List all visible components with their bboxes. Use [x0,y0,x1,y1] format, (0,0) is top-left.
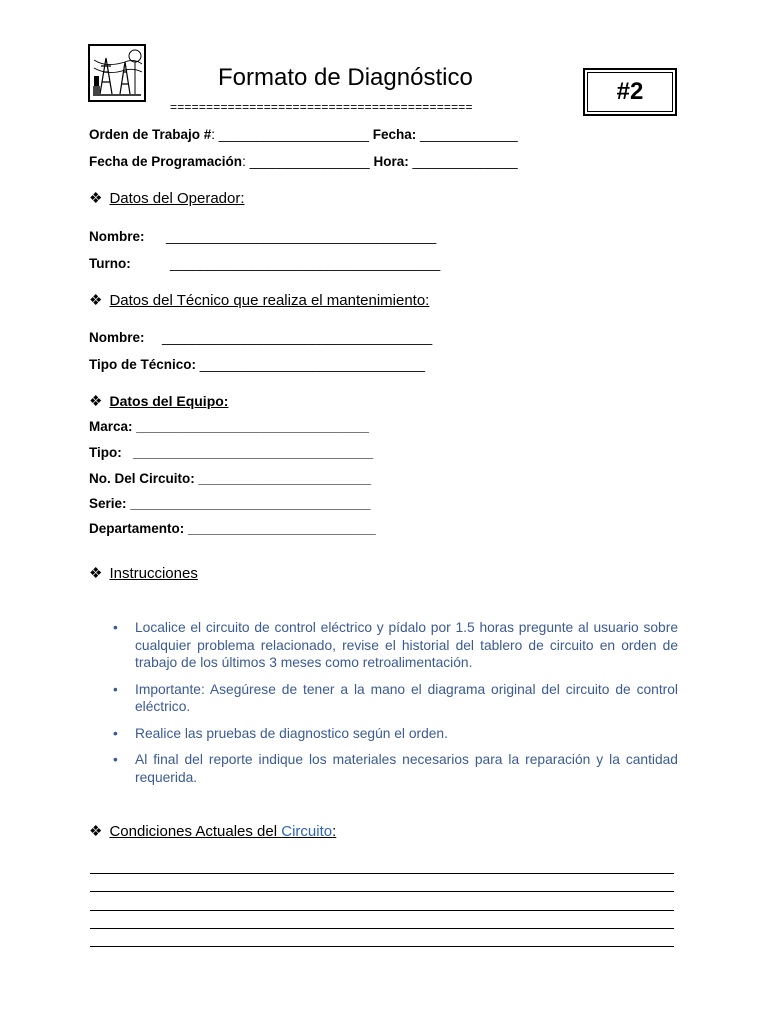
power-lines-icon [90,46,144,100]
write-line[interactable] [90,929,674,947]
technician-type-field[interactable]: ______________________________ [199,357,426,372]
instructions-section-heading [89,564,198,582]
title-separator: ========================================== [170,100,473,114]
diamond-bullet-icon: ❖ [89,190,103,207]
bullet-icon: • [113,681,118,697]
technician-type-label: Tipo de Técnico: [89,357,200,372]
equipment-department-field[interactable]: Departamento: _________________________ [89,521,376,536]
equipment-brand-field[interactable]: Marca: _______________________________ [89,419,370,434]
bullet-icon: • [113,725,118,741]
schedule-blank[interactable]: : ________________ [242,154,374,169]
diamond-bullet-icon: ❖ [89,823,103,840]
list-item: • Localice el circuito de control eléctrico y pídalo por 1.5 horas pregunte al usuario sobre cualquier problema relacionado, revise el historial del tablero de circuito en orden de trabajo de los últimos 3 meses como retroalimentación. [113,620,678,670]
work-order-row [89,127,518,142]
time-label: Hora: [373,154,413,169]
operator-heading: Datos del Operador: [109,190,245,207]
work-order-blank[interactable]: : ____________________ [211,127,373,142]
technician-name-field[interactable]: ____________________________________ [162,330,433,345]
form-number-box [583,68,677,116]
conditions-heading: Condiciones Actuales del Circuito: [109,823,337,840]
conditions-write-lines[interactable] [90,856,674,947]
diamond-bullet-icon: ❖ [89,565,103,582]
instructions-heading: Instrucciones [109,565,198,582]
date-label: Fecha: [372,127,420,142]
operator-name-field[interactable]: ____________________________________ [166,229,437,244]
equipment-heading: Datos del Equipo: [109,393,229,409]
technician-type-row [89,357,425,372]
conditions-section-heading [89,822,336,840]
list-item: • Al final del reporte indique los materiales necesarios para la reparación y la cantidad requerida. [113,752,678,785]
operator-section-heading [89,189,245,207]
work-order-label: Orden de Trabajo # [89,127,212,142]
diamond-bullet-icon: ❖ [89,292,103,309]
technician-name-label: Nombre: [89,330,145,345]
instructions-list [112,619,678,795]
operator-shift-field[interactable]: ____________________________________ [170,256,441,271]
diamond-bullet-icon: ❖ [89,393,103,410]
technician-section-heading [89,291,429,309]
operator-name-label: Nombre: [89,229,145,244]
list-item: • Importante: Asegúrese de tener a la mano el diagrama original del circuito de control eléctrico. [113,681,678,714]
write-line[interactable] [90,911,674,929]
equipment-section-heading [89,392,228,410]
equipment-circuit-field[interactable]: No. Del Circuito: _______________________ [89,471,372,486]
company-logo [88,44,146,102]
write-line[interactable] [90,874,674,892]
form-number: #2 [587,72,673,112]
write-line[interactable] [90,856,674,874]
equipment-serial-field[interactable]: Serie: ________________________________ [89,496,371,511]
circuit-link[interactable]: Circuito [281,823,333,840]
equipment-type-field[interactable]: Tipo: ________________________________ [89,445,374,460]
time-blank[interactable]: ______________ [412,154,518,169]
schedule-row [89,154,518,169]
bullet-icon: • [113,752,118,767]
list-item: • Realice las pruebas de diagnostico según el orden. [113,725,448,741]
bullet-icon: • [113,620,118,635]
schedule-label: Fecha de Programación [89,154,243,169]
date-blank[interactable]: _____________ [419,127,518,142]
technician-heading: Datos del Técnico que realiza el mantenimiento: [109,292,430,309]
operator-shift-label: Turno: [89,256,131,271]
page-title: Formato de Diagnóstico [218,64,473,91]
write-line[interactable] [90,892,674,910]
